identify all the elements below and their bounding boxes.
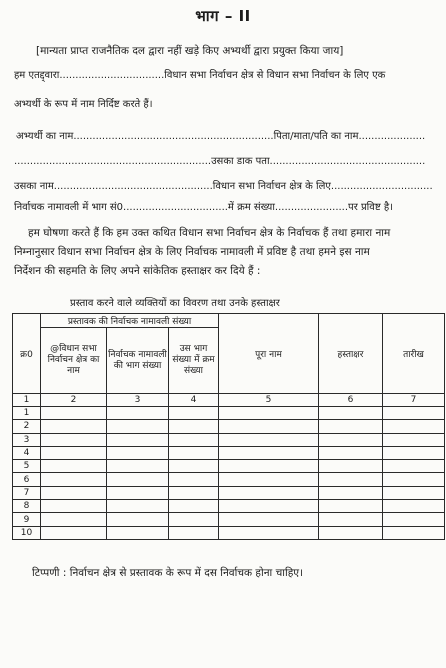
table-cell[interactable] bbox=[169, 486, 219, 499]
full-name-header: पूरा नाम bbox=[219, 314, 319, 394]
table-cell[interactable] bbox=[219, 407, 319, 420]
row-number: 6 bbox=[13, 473, 41, 486]
table-cell[interactable] bbox=[169, 420, 219, 433]
table-cell[interactable] bbox=[41, 473, 107, 486]
table-cell[interactable] bbox=[319, 513, 383, 526]
table-row bbox=[13, 526, 445, 539]
table-cell[interactable] bbox=[219, 526, 319, 539]
table-cell[interactable] bbox=[319, 486, 383, 499]
table-cell[interactable] bbox=[107, 513, 169, 526]
table-cell[interactable] bbox=[219, 460, 319, 473]
column-number: 4 bbox=[169, 394, 219, 407]
column-number: 6 bbox=[319, 394, 383, 407]
serial-in-part-header: उस भाग संख्या में क्रम संख्या bbox=[169, 328, 219, 394]
row-number: 8 bbox=[13, 500, 41, 513]
table-cell[interactable] bbox=[107, 420, 169, 433]
table-cell[interactable] bbox=[219, 420, 319, 433]
candidate-name-line: अभ्यर्थी का नाम...............................................................पिता/माता/पति का नाम..................... bbox=[16, 131, 426, 142]
table-cell[interactable] bbox=[219, 433, 319, 446]
column-number: 7 bbox=[383, 394, 445, 407]
table-cell[interactable] bbox=[219, 446, 319, 459]
table-cell[interactable] bbox=[169, 407, 219, 420]
form-subtitle: [मान्यता प्राप्त राजनैतिक दल द्वारा नहीं खड़े किए अभ्यर्थी द्वारा प्रयुक्त किया जाय] bbox=[36, 45, 344, 57]
table-cell[interactable] bbox=[107, 460, 169, 473]
table-cell[interactable] bbox=[41, 446, 107, 459]
table-row bbox=[13, 500, 445, 513]
table-cell[interactable] bbox=[169, 446, 219, 459]
table-cell[interactable] bbox=[169, 433, 219, 446]
table-cell[interactable] bbox=[383, 486, 445, 499]
proposer-roll-number-header: प्रस्तावक की निर्वाचक नामावली संख्या bbox=[41, 314, 219, 328]
declaration-line-1: हम घोषणा करते हैं कि हम उक्त कथित विधान सभा निर्वाचन क्षेत्र के निर्वाचक हैं तथा हमारा नाम bbox=[28, 227, 391, 239]
table-cell[interactable] bbox=[41, 433, 107, 446]
table-cell[interactable] bbox=[219, 473, 319, 486]
date-header: तारीख bbox=[383, 314, 445, 394]
table-cell[interactable] bbox=[107, 407, 169, 420]
table-cell[interactable] bbox=[383, 473, 445, 486]
table-caption: प्रस्ताव करने वाले व्यक्तियों का विवरण तथा उनके हस्ताक्षर bbox=[70, 298, 280, 309]
table-cell[interactable] bbox=[319, 500, 383, 513]
column-number-row bbox=[13, 394, 445, 407]
table-cell[interactable] bbox=[319, 433, 383, 446]
table-cell[interactable] bbox=[383, 513, 445, 526]
table-cell[interactable] bbox=[383, 407, 445, 420]
serial-number-header: क्र0 bbox=[13, 314, 41, 394]
table-row bbox=[13, 473, 445, 486]
table-cell[interactable] bbox=[41, 486, 107, 499]
table-cell[interactable] bbox=[319, 446, 383, 459]
table-cell[interactable] bbox=[107, 526, 169, 539]
table-cell[interactable] bbox=[383, 420, 445, 433]
table-row bbox=[13, 460, 445, 473]
column-number: 2 bbox=[41, 394, 107, 407]
row-number: 4 bbox=[13, 446, 41, 459]
constituency-line: उसका नाम..................................................विधान सभा निर्वाचन क्षेत्र के लिए................................ bbox=[14, 181, 433, 192]
declaration-line-2: निम्नानुसार विधान सभा निर्वाचन क्षेत्र के लिए निर्वाचक नामावली में प्रविष्ट है तथा हमने इस नाम bbox=[14, 246, 370, 258]
table-cell[interactable] bbox=[41, 460, 107, 473]
footnote: टिप्पणी : निर्वाचन क्षेत्र से प्रस्तावक के रूप में दस निर्वाचक होना चाहिए। bbox=[32, 567, 304, 579]
column-number: 1 bbox=[13, 394, 41, 407]
table-cell[interactable] bbox=[169, 500, 219, 513]
table-cell[interactable] bbox=[41, 407, 107, 420]
table-cell[interactable] bbox=[383, 433, 445, 446]
table-cell[interactable] bbox=[383, 460, 445, 473]
proposers-table bbox=[12, 313, 445, 540]
table-cell[interactable] bbox=[383, 500, 445, 513]
nomination-line-2: अभ्यर्थी के रूप में नाम निर्दिष्ट करते हैं। bbox=[14, 99, 153, 110]
table-cell[interactable] bbox=[219, 486, 319, 499]
table-row bbox=[13, 513, 445, 526]
table-cell[interactable] bbox=[169, 473, 219, 486]
table-cell[interactable] bbox=[41, 420, 107, 433]
table-cell[interactable] bbox=[107, 486, 169, 499]
constituency-name-header: @विधान सभा निर्वाचन क्षेत्र का नाम bbox=[41, 328, 107, 394]
table-cell[interactable] bbox=[169, 460, 219, 473]
table-cell[interactable] bbox=[219, 513, 319, 526]
declaration-line-3: निर्देशन की सहमति के लिए अपने सांकेतिक हस्ताक्षर कर दिये हैं : bbox=[14, 265, 261, 277]
row-number: 1 bbox=[13, 407, 41, 420]
table-row bbox=[13, 407, 445, 420]
table-cell[interactable] bbox=[383, 446, 445, 459]
row-number: 2 bbox=[13, 420, 41, 433]
nomination-line-1: हम एतद्द्वारा.................................विधान सभा निर्वाचन क्षेत्र से विधान सभा निर्वाचन के लिए एक bbox=[14, 70, 386, 81]
column-number: 3 bbox=[107, 394, 169, 407]
table-cell[interactable] bbox=[319, 407, 383, 420]
table-row bbox=[13, 446, 445, 459]
table-cell[interactable] bbox=[319, 473, 383, 486]
table-cell[interactable] bbox=[107, 446, 169, 459]
table-cell[interactable] bbox=[319, 420, 383, 433]
signature-header: हस्ताक्षर bbox=[319, 314, 383, 394]
table-cell[interactable] bbox=[41, 526, 107, 539]
table-cell[interactable] bbox=[169, 513, 219, 526]
row-number: 7 bbox=[13, 486, 41, 499]
table-cell[interactable] bbox=[41, 500, 107, 513]
table-cell[interactable] bbox=[319, 526, 383, 539]
table-cell[interactable] bbox=[107, 433, 169, 446]
table-row bbox=[13, 486, 445, 499]
table-cell[interactable] bbox=[319, 460, 383, 473]
roll-part-number-header: निर्वाचक नामावली की भाग संख्या bbox=[107, 328, 169, 394]
table-row bbox=[13, 420, 445, 433]
table-cell[interactable] bbox=[219, 500, 319, 513]
table-cell[interactable] bbox=[41, 513, 107, 526]
row-number: 9 bbox=[13, 513, 41, 526]
column-number: 5 bbox=[219, 394, 319, 407]
postal-address-line: ..............................................................उसका डाक पता................................................. bbox=[14, 156, 426, 167]
table-cell[interactable] bbox=[107, 473, 169, 486]
row-number: 10 bbox=[13, 526, 41, 539]
table-cell[interactable] bbox=[383, 526, 445, 539]
page-title: भाग – II bbox=[195, 7, 251, 25]
row-number: 3 bbox=[13, 433, 41, 446]
table-cell[interactable] bbox=[107, 500, 169, 513]
table-cell[interactable] bbox=[169, 526, 219, 539]
row-number: 5 bbox=[13, 460, 41, 473]
table-row bbox=[13, 433, 445, 446]
electoral-roll-line: निर्वाचक नामावली में भाग सं0.................................में क्रम संख्या.......................पर प्रविष्ट है। bbox=[14, 202, 393, 213]
